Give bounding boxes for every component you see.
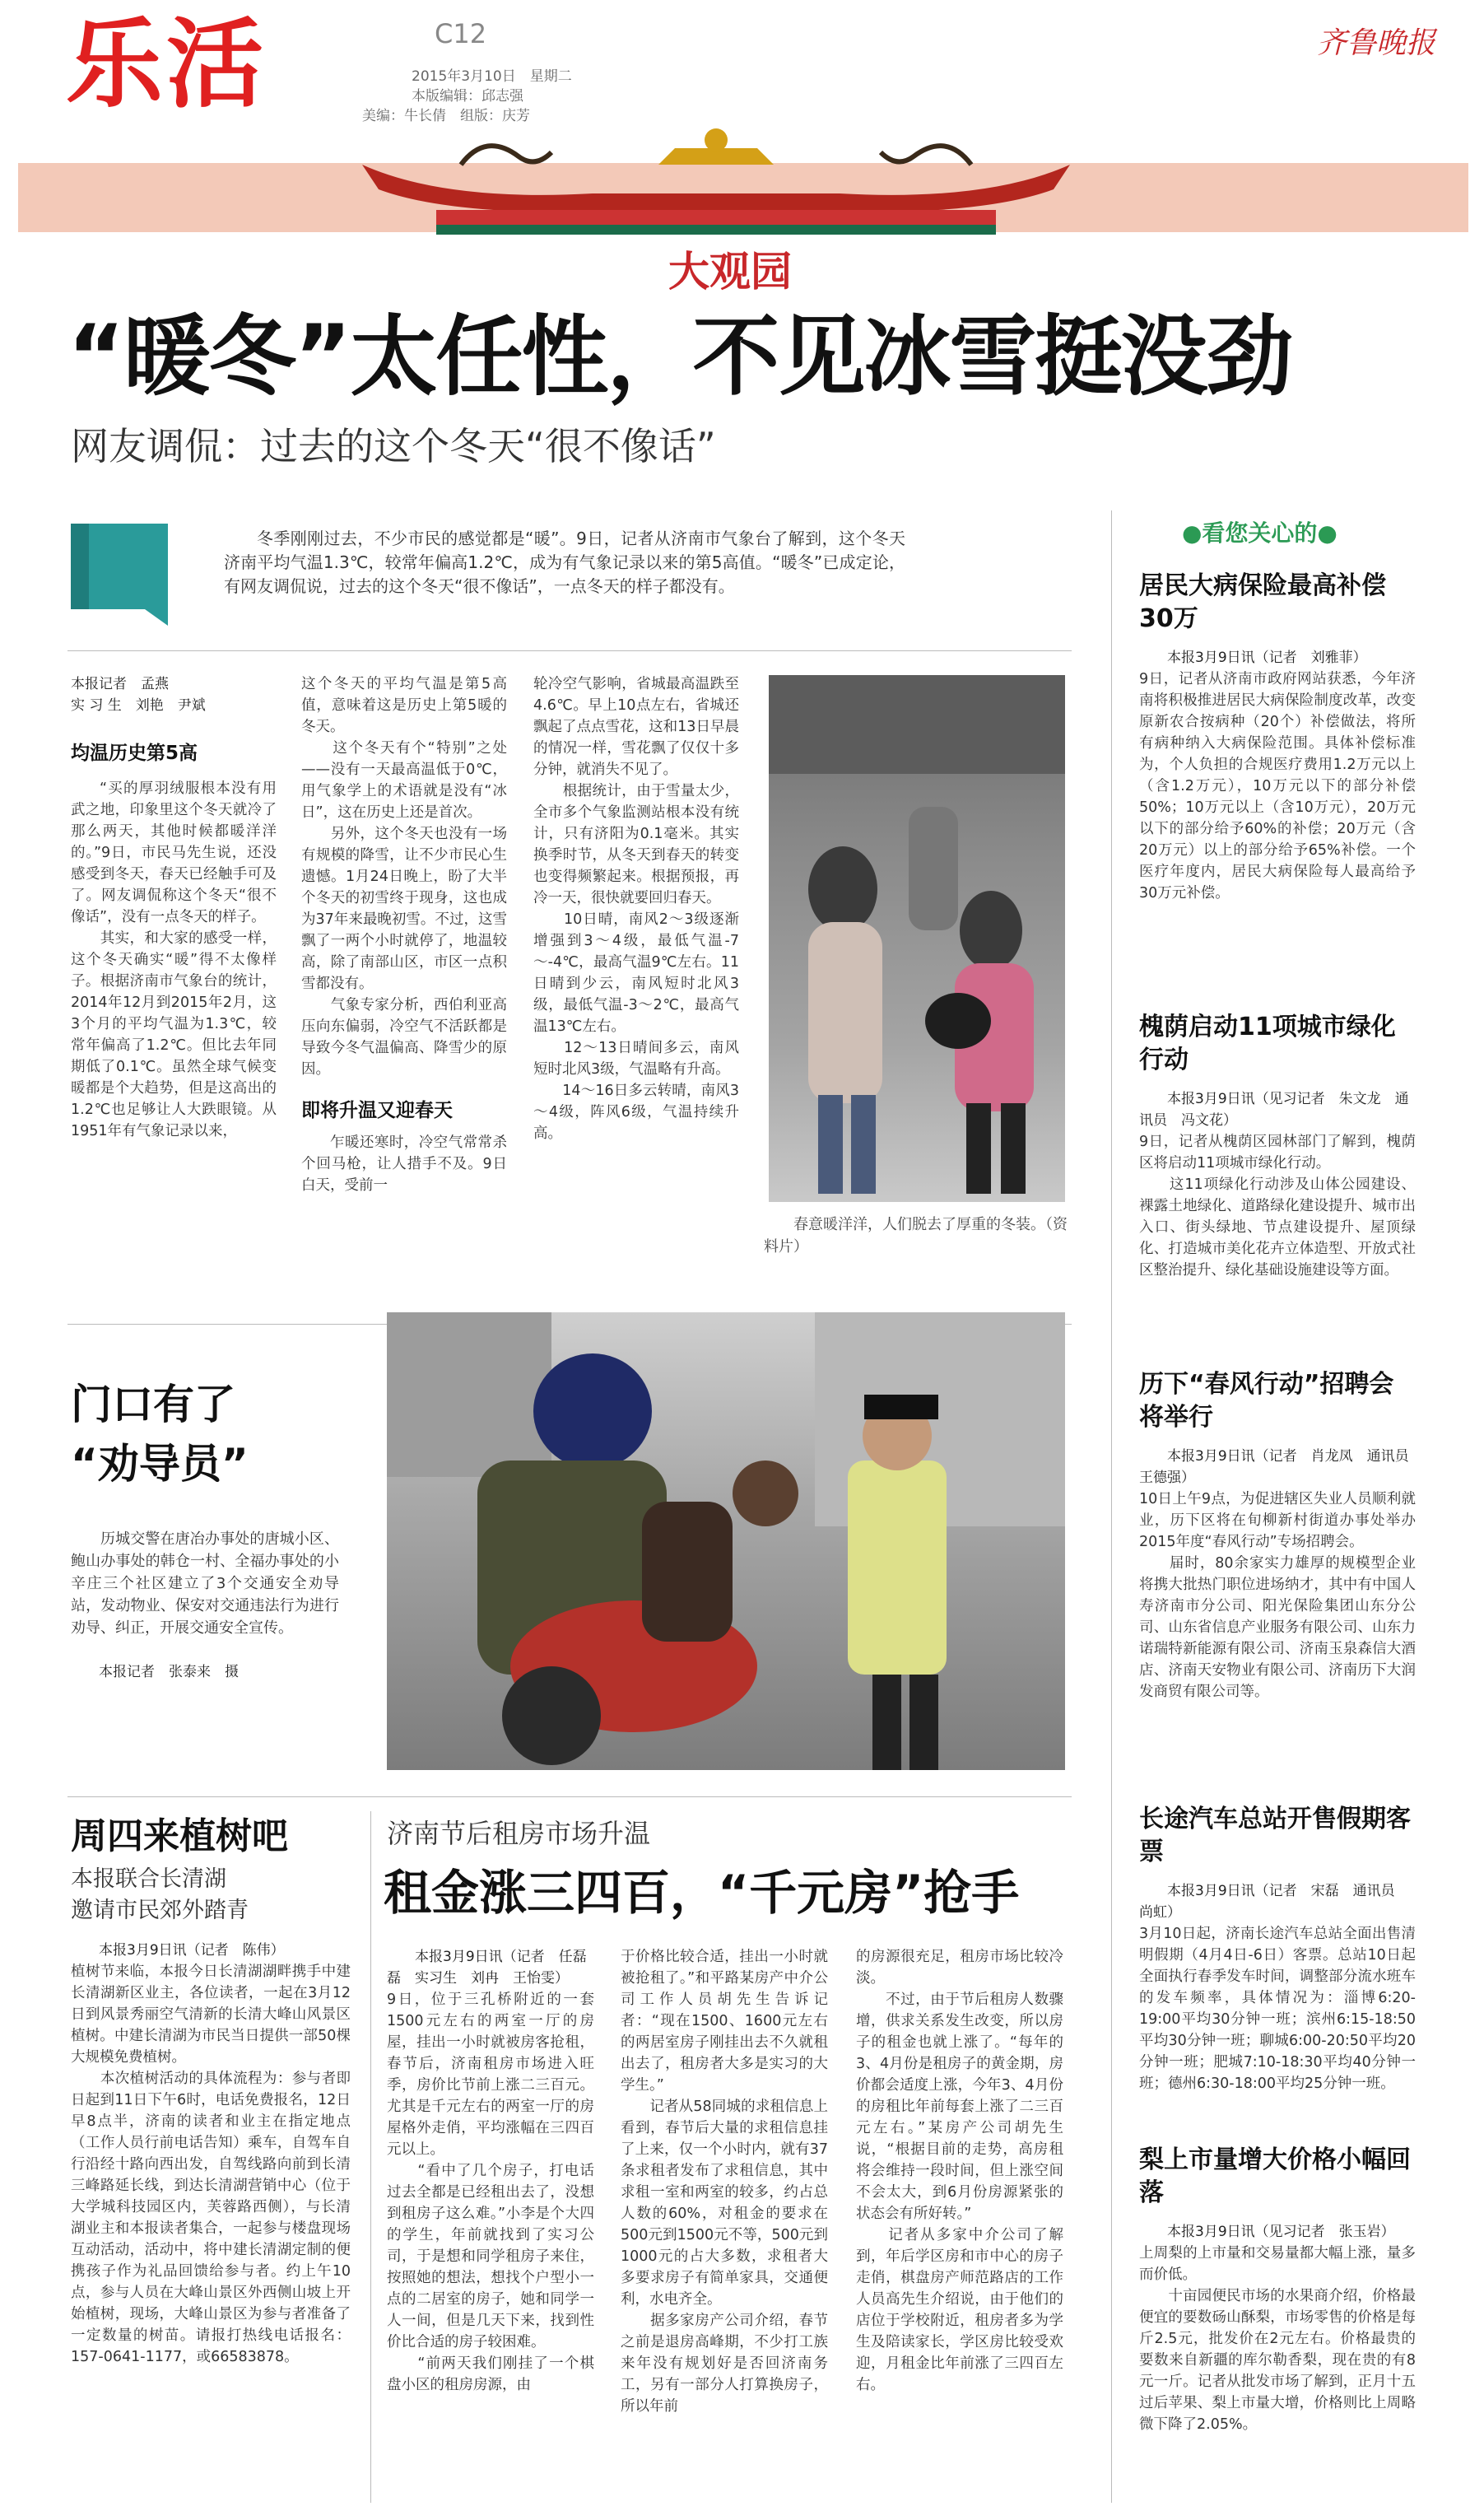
lower-col-divider (370, 1811, 371, 2503)
rent-column-3-text: 的房源很充足，租房市场比较冷淡。 不过，由于节后租房人数骤增，供求关系发生改变，所以房子的租金也就上涨了。“每年的3、4月份是租房子的黄金期，房价都会适度上涨，今年3、4月份的房租比年前每套上涨了二三百元左右。”某房产公司胡先生说，“根据目前的走势，高房租将会维持一段时间，但上涨空间不会太大，到6月份房源紧张的状态会有所好转。” 记者从多家中介公司了解到，年后学区房和市中心的房子走俏，棋盘房产师范路店的工作人员高先生介绍说，由于他们的店位于学校附近，租房者多为学生及陪读家长，学区房比较受欢迎，月租金比年前涨了三四百左右。 (856, 1949, 1063, 2393)
lead-column-3 (533, 673, 739, 1324)
sidebar-item-byline: 本报3月9日讯（记者 宋磊 通讯员 尚虹） (1139, 1883, 1409, 1921)
tree-byline: 本报3月9日讯（记者 陈伟） (99, 1942, 285, 1959)
page-editor: 本版编辑：邱志强 (412, 88, 523, 105)
page-code: C12 (435, 18, 487, 49)
sidebar-item-headline: 居民大病保险最高补偿30万 (1139, 571, 1386, 633)
rent-headline: 租金涨三四百，“千元房”抢手 (384, 1865, 1020, 1921)
sidebar-item-headline: 槐荫启动11项城市绿化行动 (1139, 1013, 1396, 1074)
issue-date: 2015年3月10日 星期二 (412, 68, 572, 85)
rent-column-3 (856, 1946, 1063, 2506)
tree-story (71, 1815, 351, 2506)
sidebar-item-text: 9日，记者从济南市政府网站获悉，今年济南将积极推进居民大病保险制度改革，改变原新农合按病种（20个）补偿做法，将所有病种纳入大病保险范围。具体补偿标准为，个人负担的合规医疗费用1.2万元以上（含1.2万元），10万元以下的部分补偿50%；10万元以上（含10万元），20万元以下的部分给予60%的补偿；20万元（含20万元）以上的部分给予65%补偿。一个医疗年度内，居民大病保险每人最高给予30万元补偿。 (1139, 671, 1416, 901)
brief-headline-1: 门口有了 (71, 1381, 235, 1428)
lead-section-title-2: 即将升温又迎春天 (301, 1100, 453, 1121)
sidebar-item-headline: 长途汽车总站开售假期客票 (1139, 1805, 1411, 1866)
traffic-persuader-photo (387, 1312, 1065, 1770)
brief-text: 历城交警在唐冶办事处的唐城小区、鲍山办事处的韩仓一村、全福办事处的小辛庄三个社区建立了3个交通安全劝导站，发动物业、保安对交通违法行为进行劝导、纠正，开展交通安全宣传。 (71, 1530, 339, 1637)
sidebar-item-byline: 本报3月9日讯（记者 肖龙凤 通讯员 王德强） (1139, 1448, 1423, 1486)
sidebar-item-2 (1139, 1011, 1416, 1340)
paper-name-logo: 齐鲁晚报 (1317, 26, 1436, 60)
tree-text: 植树节来临，本报今日长清湖湖畔携手中建长清湖新区业主，各位读者，一起在3月12日到风景秀丽空气清新的长清大峰山风景区植树。中建长清湖为市民当日提供一部50棵大规模免费植树。 本次植树活动的具体流程为：参与者即日起到11日下午6时，电话免费报名，12日早8点半，济南的读者和业主在指定地点（工作人员行前电话告知）乘车，自驾车自行沿经十路向西出发，自驾线路向前到长清三峰路延长线，到达长清湖营销中心（位于大学城科技园区内，芙蓉路西侧），与长清湖业主和本报读者集合，一起参与楼盘现场互动活动，活动中，将中建长清湖定制的便携孩子作为礼品回馈给参与者。约上午10点，参与人员在大峰山景区外西侧山坡上开始植树，现场，大峰山景区为参与者准备了一定数量的树苗。请报打热线电话报名：157-0641-1177，或66583878。 (71, 1964, 351, 2365)
sidebar-item-1 (1139, 570, 1416, 1031)
sidebar-divider (1111, 510, 1112, 2503)
section-title: 乐活 (66, 7, 267, 121)
rent-column-1-text: 9日，位于三孔桥附近的一套1500元左右的两室一厅的房屋，挂出一小时就被房客抢租，春节后，济南租房市场进入旺季，房价比节前上涨二三百元。尤其是千元左右的两室一厅的房屋格外走俏，平均涨幅在三四百元以上。 “看中了几个房子，打电话过去全都是已经租出去了，没想到租房子这么难。”小李是个大四的学生，年前就找到了实习公司，于是想和同学租房子来住，按照她的想法，想找个户型小一点的二居室的房子，她和同学一人一间，但是几天下来，找到性价比合适的房子较困难。 “前两天我们刚挂了一个棋盘小区的租房房源，由 (387, 1992, 594, 2393)
sidebar-item-byline: 本报3月9日讯（见习记者 朱文龙 通讯员 冯文花） (1139, 1091, 1409, 1129)
sidebar-item-headline: 梨上市量增大价格小幅回落 (1139, 2145, 1411, 2207)
lead-subheadline: 网友调侃：过去的这个冬天“很不像话” (71, 424, 716, 468)
sidebar-item-3 (1139, 1368, 1423, 1780)
brief-photo-credit: 本报记者 张泰来 摄 (99, 1664, 239, 1680)
sidebar-title: ●看您关心的● (1182, 519, 1337, 547)
rent-column-1 (387, 1946, 594, 2506)
masthead (0, 0, 1484, 296)
lead-headline: “暖冬”太任性，不见冰雪挺没劲 (67, 306, 1292, 408)
tree-headline: 周四来植树吧 (71, 1815, 288, 1857)
lead-summary: 冬季刚刚过去，不少市民的感觉都是“暖”。9日，记者从济南市气象台了解到，这个冬天济南平均气温1.3℃，较常年偏高1.2℃，成为有气象记录以来的第5高值。“暖冬”已成定论，有网友调侃说，过去的这个冬天“很不像话”，一点冬天的样子都没有。 (224, 529, 905, 596)
lead-divider (67, 650, 1072, 651)
lead-column-1 (71, 673, 277, 1324)
sidebar-item-text: 3月10日起，济南长途汽车总站全面出售清明假期（4月4日-6日）客票。总站10日起全面执行春季发车时间，调整部分流水班车的发车频率，具体情况为：淄博6:20-19:00平均30分钟一班；滨州6:15-18:50平均30分钟一班；聊城6:00-20:50平均20分钟一班；肥城7:10-18:30平均40分钟一班；德州6:30-18:00平均25分钟一班。 (1139, 1926, 1416, 2092)
rent-kicker: 济南节后租房市场升温 (387, 1818, 651, 1849)
street-photo (769, 675, 1065, 1202)
lower-divider (67, 1796, 1072, 1797)
sidebar-item-5 (1139, 2144, 1416, 2506)
lead-column-2-text-b: 乍暖还寒时，冷空气常常杀个回马枪，让人措手不及。9日白天，受前一 (301, 1134, 507, 1194)
speech-bubble-icon (71, 524, 178, 631)
tree-sub-2: 邀请市民郊外踏青 (71, 1898, 249, 1923)
lead-column-3-text: 轮冷空气影响，省城最高温跌至4.6℃。早上10点左右，省城还飘起了点点雪花，这和13日早晨的情况一样，雪花飘了仅仅十多分钟，就消失不见了。 根据统计，由于雪量太少，全市多个气象监测站根本没有统计，只有济阳为0.1毫米。其实换季时节，从冬天到春天的转变也变得频繁起来。根据预报，再冷一天，很快就要回归春天。 10日晴，南风2～3级逐渐增强到3～4级，最低气温-7～-4℃，最高气温9℃左右。11日晴到少云，南风短时北风3级，最低气温-3～2℃，最高气温13℃左右。 12～13日晴间多云，南风短时北风3级，气温略有升高。 14～16日多云转晴，南风3～4级，阵风6级，气温持续升高。 (533, 676, 739, 1142)
lead-column-2-text: 这个冬天的平均气温是第5高值，意味着这是历史上第5暖的冬天。 这个冬天有个“特别”之处——没有一天最高温低于0℃，用气象学上的术语就是没有“冰日”，这在历史上还是首次。 另外，这个冬天也没有一场有规模的降雪，让不少市民心生遗憾。1月24日晚上，盼了大半个冬天的初雪终于现身，这也成为37年来最晚初雪。不过，这雪飘了一两个小时就停了，地温较高，除了南部山区，市区一点积雪都没有。 气象专家分析，西伯利亚高压向东偏弱，冷空气不活跃都是导致今冬气温偏高、降雪少的原因。 (301, 676, 507, 1078)
column-logo: 大观园 (668, 247, 792, 296)
sidebar-item-headline: 历下“春风行动”招聘会将举行 (1139, 1370, 1394, 1432)
sidebar-item-4 (1139, 1803, 1416, 2116)
brief-headline-2: “劝导员” (71, 1440, 249, 1488)
page-designer: 美编：牛长倩 组版：庆芳 (362, 108, 530, 124)
sidebar-item-byline: 本报3月9日讯（记者 刘雅菲） (1167, 650, 1367, 666)
rent-column-2-text: 于价格比较合适，挂出一小时就被抢租了。”和平路某房产中介公司工作人员胡先生告诉记者：“现在1500、1600元左右的两居室房子刚挂出去不久就租出去了，租房者大多是实习的大学生。” 记者从58同城的求租信息上看到，春节后大量的求租信息挂了上来，仅一个小时内，就有37条求租者发布了求租信息，其中求租一室和两室的较多，约占总人数的60%，对租金的要求在500元到1500元不等，500元到1000元的占大多数，求租者大多要求房子有简单家具，交通便利，水电齐全。 据多家房产公司介绍，春节之前是退房高峰期，不少打工族来年没有规划好是否回济南务工，另有一部分人打算换房子，所以年前 (621, 1949, 828, 2415)
sidebar-item-text: 10日上午9点，为促进辖区失业人员顺利就业，历下区将在旬柳新村街道办事处举办2015年度“春风行动”专场招聘会。 届时，80余家实力雄厚的规模型企业将携大批热门职位进场纳才，其中有中国人寿济南市分公司、阳光保险集团山东分公司、山东省信息产业服务有限公司、山东力诺瑞特新能源有限公司、济南玉泉森信大酒店、济南天安物业有限公司、济南历下大润发商贸有限公司等。 (1139, 1491, 1416, 1700)
sidebar-item-byline: 本报3月9日讯（见习记者 张玉岩） (1167, 2224, 1395, 2240)
lead-column-1-text: “买的厚羽绒服根本没有用武之地，印象里这个冬天就冷了那么两天，其他时候都暖洋洋的。”9日，市民马先生说，还没感受到冬天，春天已经触手可及了。网友调侃称这个冬天“很不像话”，没有一点冬天的样子。 其实，和大家的感受一样，这个冬天确实“暖”得不太像样子。根据济南市气象台的统计，2014年12月到2015年2月，这3个月的平均气温为1.3℃，较常年偏高了1.2℃。但比去年同期低了0.1℃。虽然全球气候变暖都是个大趋势，但是这高出的1.2℃也足够让人大跌眼镜。从1951年有气象记录以来， (71, 780, 277, 1139)
lead-column-2 (301, 673, 507, 1324)
sidebar-item-text: 9日，记者从槐荫区园林部门了解到，槐荫区将启动11项城市绿化行动。 这11项绿化行动涉及山体公园建设、裸露土地绿化、道路绿化建设提升、城市出入口、街头绿地、节点建设提升、屋顶绿化、打造城市美化花卉立体造型、开放式社区整治提升、绿化基础设施建设等方面。 (1139, 1134, 1416, 1279)
lead-reporters: 本报记者 孟燕 实 习 生 刘艳 尹斌 (71, 676, 206, 714)
lead-section-title-1: 均温历史第5高 (71, 743, 198, 764)
rent-column-2 (621, 1946, 828, 2506)
rent-byline: 本报3月9日讯（记者 任磊磊 实习生 刘冉 王怡雯） (387, 1949, 587, 1987)
street-photo-caption: 春意暖洋洋，人们脱去了厚重的冬装。（资料片） (764, 1216, 1068, 1256)
sidebar-item-text: 上周梨的上市量和交易量都大幅上涨，量多而价低。 十亩园便民市场的水果商介绍，价格最便宜的要数砀山酥梨，市场零售的价格是每斤2.5元，批发价在2元左右。价格最贵的要数来自新疆的库尔勒香梨，现在贵的有8元一斤。记者从批发市场了解到，正月十五过后苹果、梨上市量大增，价格则比上周略微下降了2.05%。 (1139, 2245, 1416, 2433)
pavilion-roof-illustration (346, 115, 1086, 239)
tree-sub-1: 本报联合长清湖 (71, 1866, 226, 1892)
